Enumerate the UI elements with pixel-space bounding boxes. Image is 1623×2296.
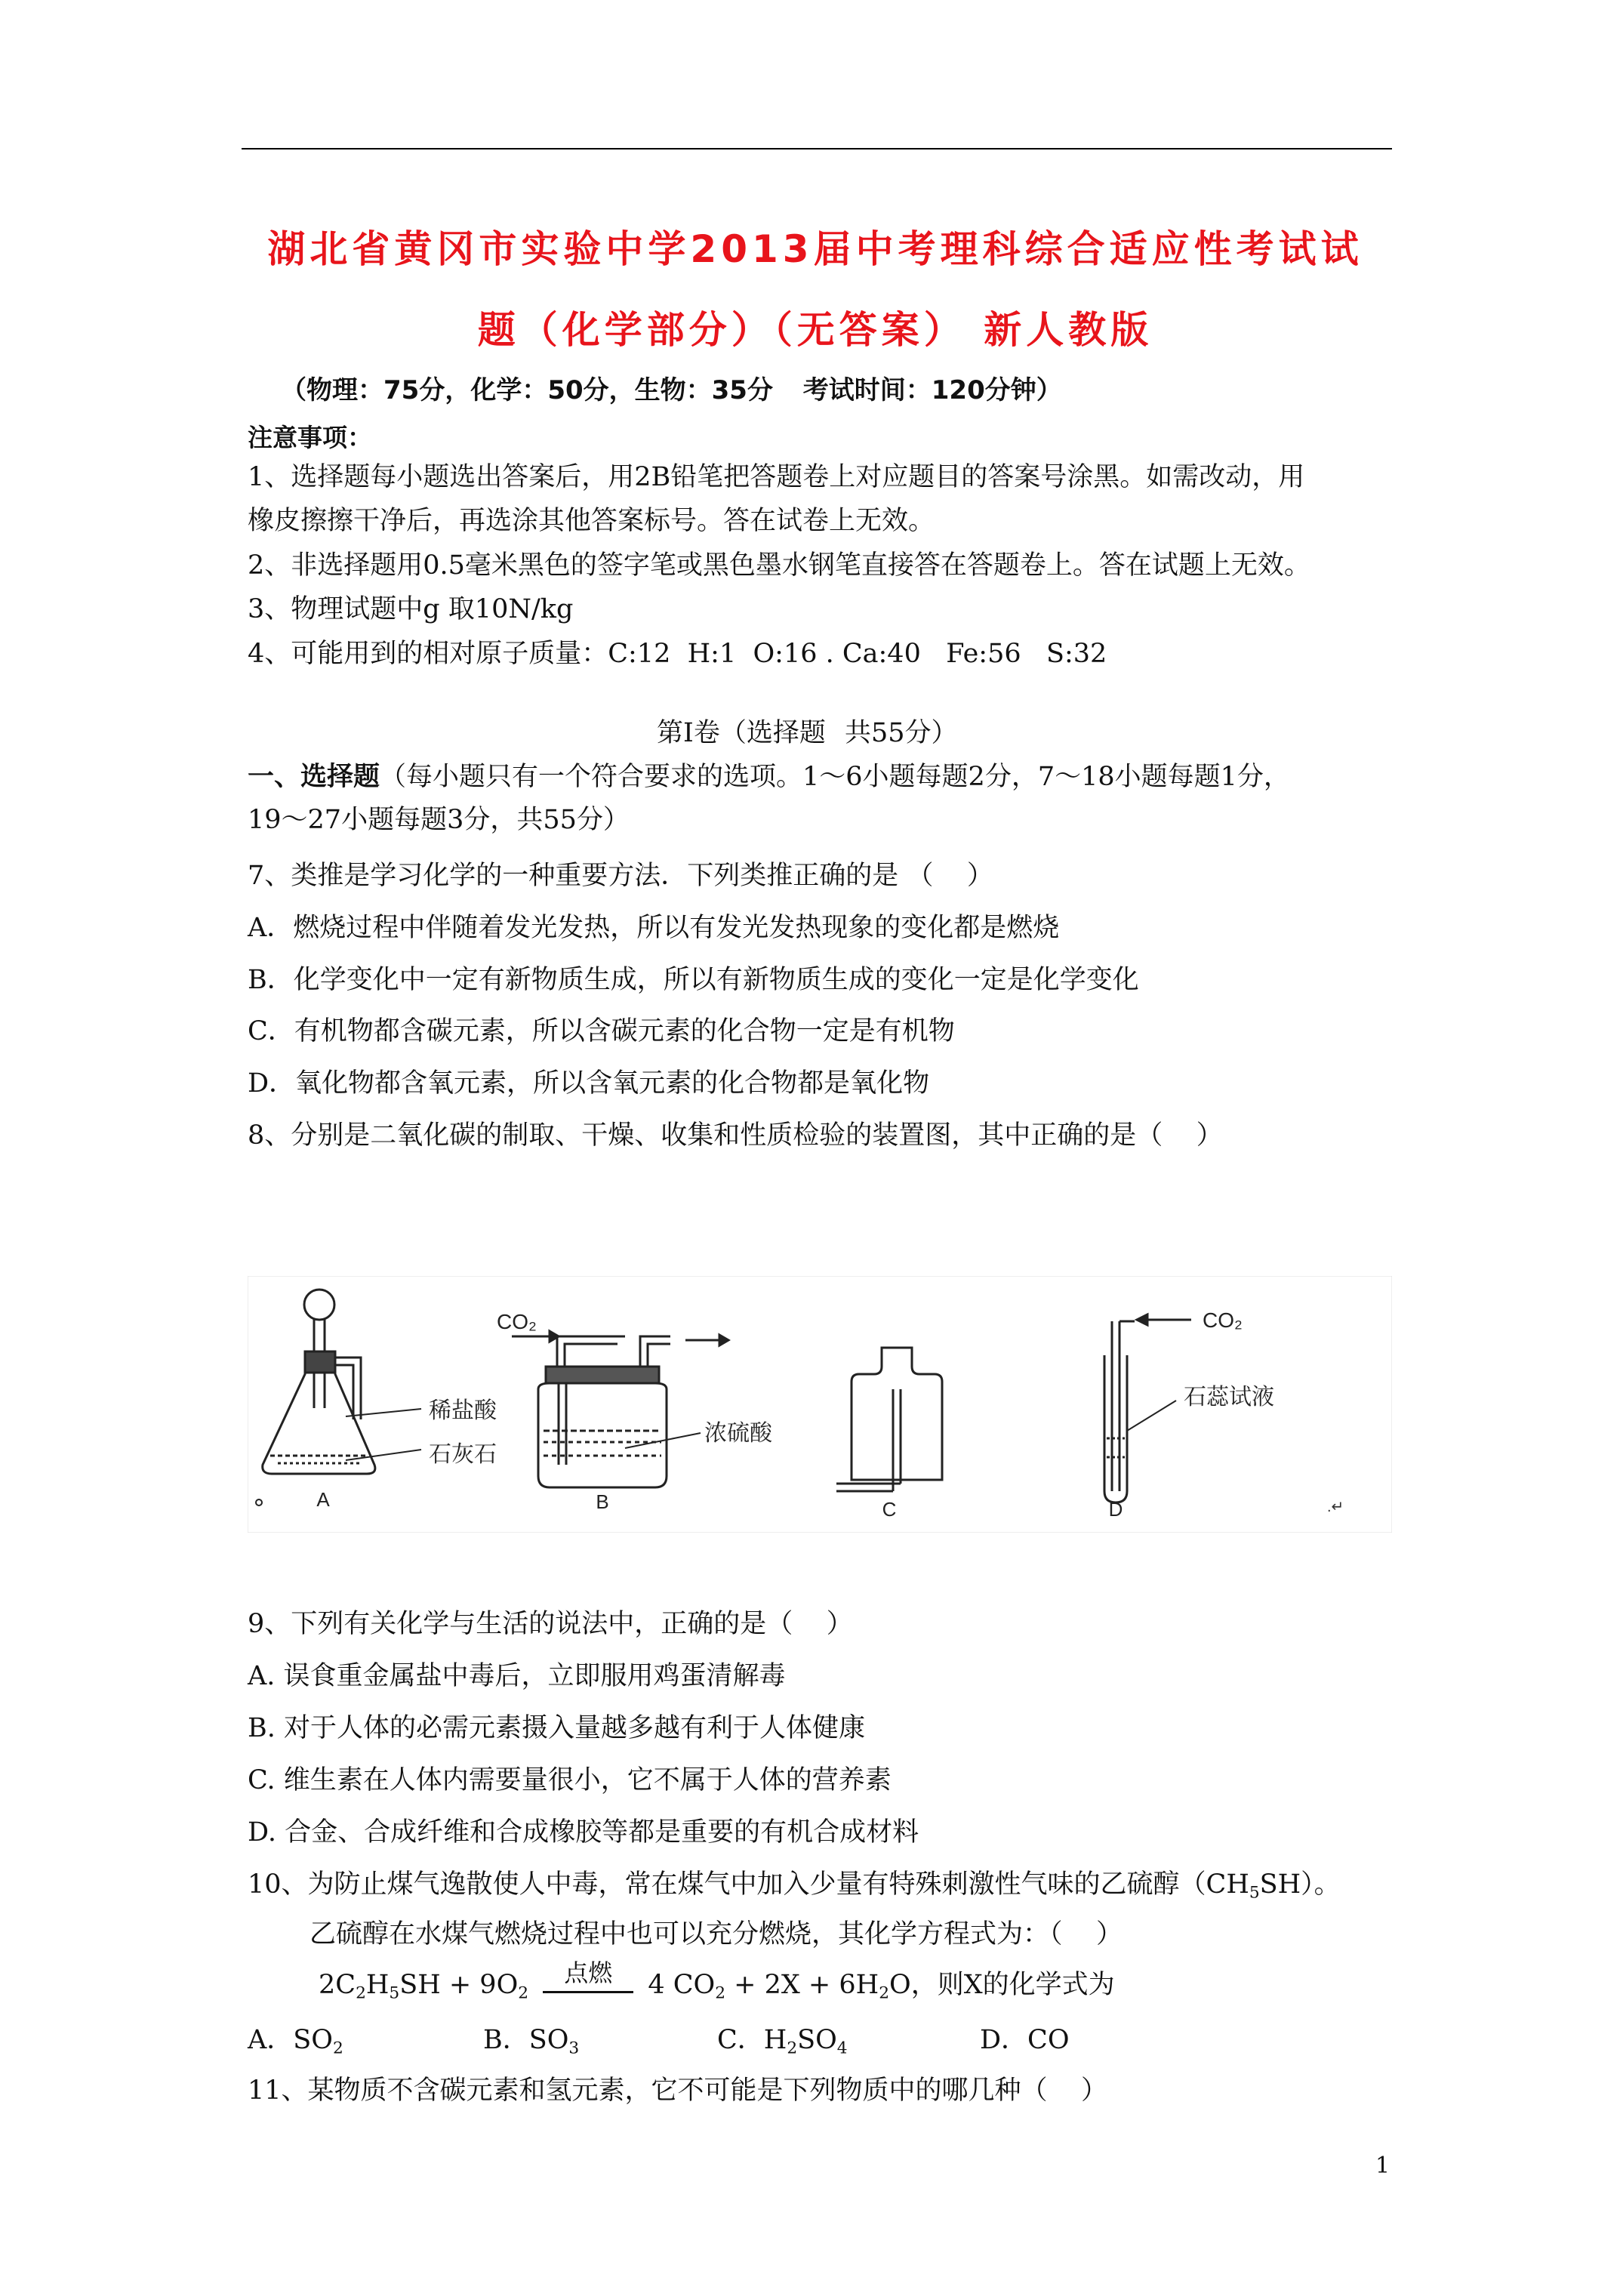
q10-option-b: B．$SO_3$ <box>483 2025 580 2058</box>
q10-equation: $2C_2H_5SH + 9O_2$ 点燃 4 $CO_2 + 2X + 6H_2O$，则X的化学式为 <box>319 1959 1115 2003</box>
q7-stem: 7、类推是学习化学的一种重要方法．下列类推正确的是 （ ） <box>248 861 993 891</box>
eq-left-b: SH + 9O <box>399 1970 519 2000</box>
page-title-line2: 题（化学部分）（无答案） 新人教版 <box>477 308 1153 352</box>
eq-right-c: O，则X的化学式为 <box>889 1970 1115 2000</box>
q11-stem: 11、某物质不含碳元素和氢元素，它不可能是下列物质中的哪几种（ ） <box>248 2076 1108 2106</box>
section-heading-line2: 19～27小题每题3分，共55分） <box>248 805 630 835</box>
page-title-line1: 湖北省黄冈市实验中学2013届中考理科综合适应性考试试 <box>267 227 1363 271</box>
q7-option-b: B．化学变化中一定有新物质生成，所以有新物质生成的变化一定是化学变化 <box>248 965 1139 995</box>
q10-option-a: A．$SO_2$ <box>248 2025 343 2058</box>
return-mark: .↵ <box>1327 1499 1344 1515</box>
label-a-acid: 稀盐酸 <box>429 1398 497 1423</box>
label-d-co2: CO₂ <box>1203 1308 1243 1332</box>
section-title: 第Ⅰ卷（选择题 共55分） <box>657 718 958 748</box>
notice-heading: 注意事项： <box>248 423 372 452</box>
eq-right-a: 4 CO <box>648 1970 716 2000</box>
score-info: （物理：75分，化学：50分，生物：35分 考试时间：120分钟） <box>281 375 1062 405</box>
q10-stem: 10、为防止煤气逸散使人中毒，常在煤气中加入少量有特殊刺激性气味的乙硫醇$(CH_5SH)$。 <box>248 1869 1341 1903</box>
q7-option-c: C．有机物都含碳元素，所以含碳元素的化合物一定是有机物 <box>248 1016 955 1046</box>
label-d-litmus: 石蕊试液 <box>1184 1385 1274 1410</box>
q9-stem: 9、下列有关化学与生活的说法中，正确的是（ ） <box>248 1609 853 1639</box>
section-heading-bold: 一、选择题 <box>248 762 380 792</box>
notice-item: 4、可能用到的相对原子质量：C:12 H:1 O:16 . Ca:40 Fe:56 S:32 <box>248 639 1107 669</box>
q10-option-a-text: A．SO <box>248 2025 333 2055</box>
q10-option-c: C．$H_2SO_4$ <box>717 2025 848 2058</box>
label-d: D <box>1108 1498 1123 1521</box>
notice-item: 橡皮擦擦干净后，再选涂其他答案标号。答在试卷上无效。 <box>248 506 935 536</box>
q7-option-d: D．氧化物都含氧元素，所以含氧元素的化合物都是氧化物 <box>248 1068 930 1099</box>
page-number: 1 <box>1375 2153 1390 2179</box>
q9-option-d: D. 合金、合成纤维和合成橡胶等都是重要的有机合成材料 <box>248 1817 919 1848</box>
condition-text: 点燃 <box>564 1959 613 1987</box>
section-heading <box>248 764 1290 791</box>
label-a: A <box>316 1488 330 1511</box>
label-b-co2: CO₂ <box>497 1310 537 1333</box>
q10-option-d: D．CO <box>980 2025 1070 2055</box>
section-heading-rest: （每小题只有一个符合要求的选项。1～6小题每题2分，7～18小题每题1分， <box>380 762 1290 792</box>
q7-option-a: A．燃烧过程中伴随着发光发热，所以有发光发热现象的变化都是燃烧 <box>248 913 1060 943</box>
notice-item: 1、选择题每小题选出答案后，用2B铅笔把答题卷上对应题目的答案号涂黑。如需改动，用 <box>248 462 1305 492</box>
label-c: C <box>882 1498 897 1521</box>
notice-item: 2、非选择题用0.5毫米黑色的签字笔或黑色墨水钢笔直接答在答题卷上。答在试题上无效。 <box>248 550 1310 581</box>
q10-stem-text: 10、为防止煤气逸散使人中毒，常在煤气中加入少量有特殊刺激性气味的乙硫醇（C <box>248 1869 1227 1900</box>
notice-item: 3、物理试题中g 取10N/kg <box>248 594 574 624</box>
eq-left-a: 2C <box>319 1970 356 2000</box>
q8-stem: 8、分别是二氧化碳的制取、干燥、收集和性质检验的装置图，其中正确的是（ ） <box>248 1120 1223 1151</box>
q9-option-a: A. 误食重金属盐中毒后，立即服用鸡蛋清解毒 <box>248 1661 786 1691</box>
q9-option-b: B. 对于人体的必需元素摄入量越多越有利于人体健康 <box>248 1713 865 1743</box>
label-a-stone: 石灰石 <box>429 1442 497 1467</box>
reaction-condition <box>543 1959 633 1993</box>
q9-option-c: C. 维生素在人体内需要量很小，它不属于人体的营养素 <box>248 1765 892 1795</box>
q10-stem-end: SH）。 <box>1259 1869 1341 1900</box>
label-b-acid: 浓硫酸 <box>704 1421 772 1446</box>
header-rule <box>242 148 1392 149</box>
co2-apparatus-figure <box>248 1276 1392 1533</box>
q10-option-c-text: C．H <box>717 2025 787 2055</box>
eq-right-b: + 2X + 6H <box>725 1970 879 2000</box>
q10-line2: 乙硫醇在水煤气燃烧过程中也可以充分燃烧，其化学方程式为：（ ） <box>310 1919 1123 1949</box>
q10-option-b-text: B．SO <box>483 2025 569 2055</box>
label-b: B <box>596 1490 609 1513</box>
